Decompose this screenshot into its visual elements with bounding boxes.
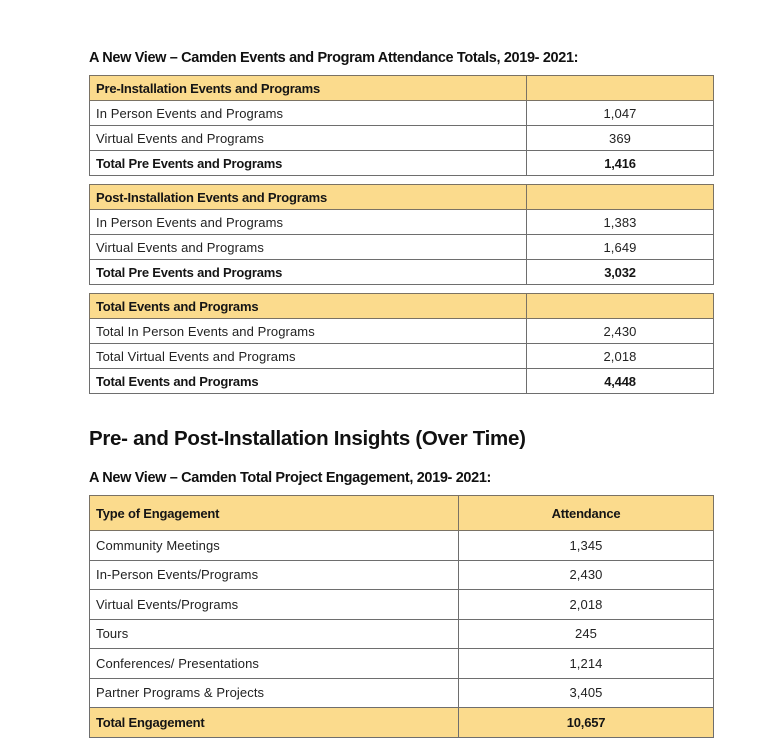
table-header-row <box>90 76 714 101</box>
total-label: Total Engagement <box>90 708 459 738</box>
column-header-type: Type of Engagement <box>90 496 459 531</box>
table-header-row <box>90 185 714 210</box>
table-header-row <box>90 294 714 319</box>
row-value: 2,430 <box>527 319 714 344</box>
engagement-table <box>89 495 714 738</box>
row-label: Total Virtual Events and Programs <box>90 344 527 369</box>
column-header-attendance: Attendance <box>459 496 714 531</box>
table-row <box>90 531 714 561</box>
row-value: 1,047 <box>527 101 714 126</box>
table-row <box>90 619 714 649</box>
total-value: 3,032 <box>527 260 714 285</box>
total-value: 10,657 <box>459 708 714 738</box>
header-value <box>527 294 714 319</box>
section-title: Pre- and Post-Installation Insights (Over Time) <box>89 427 526 450</box>
total-label: Total Events and Programs <box>90 369 527 394</box>
row-label: In Person Events and Programs <box>90 101 527 126</box>
row-value: 2,018 <box>527 344 714 369</box>
total-label: Total Pre Events and Programs <box>90 151 527 176</box>
table-row <box>90 319 714 344</box>
header-label: Total Events and Programs <box>90 294 527 319</box>
row-label: Conferences/ Presentations <box>90 649 459 679</box>
row-label: Total In Person Events and Programs <box>90 319 527 344</box>
total-row <box>90 151 714 176</box>
row-label: Community Meetings <box>90 531 459 561</box>
table-row <box>90 210 714 235</box>
header-value <box>527 76 714 101</box>
row-value: 1,649 <box>527 235 714 260</box>
table-row <box>90 344 714 369</box>
events-caption: A New View – Camden Events and Program Attendance Totals, 2019- 2021: <box>89 50 579 66</box>
row-value: 1,345 <box>459 531 714 561</box>
post-installation-table <box>89 184 714 285</box>
table-row <box>90 560 714 590</box>
header-label: Pre-Installation Events and Programs <box>90 76 527 101</box>
row-label: Tours <box>90 619 459 649</box>
row-label: Virtual Events and Programs <box>90 235 527 260</box>
row-value: 3,405 <box>459 678 714 708</box>
total-row <box>90 369 714 394</box>
table-row <box>90 678 714 708</box>
row-label: Partner Programs & Projects <box>90 678 459 708</box>
header-label: Post-Installation Events and Programs <box>90 185 527 210</box>
total-events-table <box>89 293 714 394</box>
row-value: 2,018 <box>459 590 714 620</box>
row-value: 245 <box>459 619 714 649</box>
row-value: 1,214 <box>459 649 714 679</box>
table-header-row <box>90 496 714 531</box>
total-row <box>90 260 714 285</box>
table-row <box>90 649 714 679</box>
row-value: 2,430 <box>459 560 714 590</box>
engagement-caption: A New View – Camden Total Project Engagement, 2019- 2021: <box>89 470 492 486</box>
table-row <box>90 101 714 126</box>
total-value: 1,416 <box>527 151 714 176</box>
row-value: 369 <box>527 126 714 151</box>
row-label: Virtual Events/Programs <box>90 590 459 620</box>
table-row <box>90 590 714 620</box>
row-label: In Person Events and Programs <box>90 210 527 235</box>
header-value <box>527 185 714 210</box>
total-row <box>90 708 714 738</box>
total-label: Total Pre Events and Programs <box>90 260 527 285</box>
table-row <box>90 126 714 151</box>
total-value: 4,448 <box>527 369 714 394</box>
table-row <box>90 235 714 260</box>
row-value: 1,383 <box>527 210 714 235</box>
row-label: In-Person Events/Programs <box>90 560 459 590</box>
pre-installation-table <box>89 75 714 176</box>
row-label: Virtual Events and Programs <box>90 126 527 151</box>
